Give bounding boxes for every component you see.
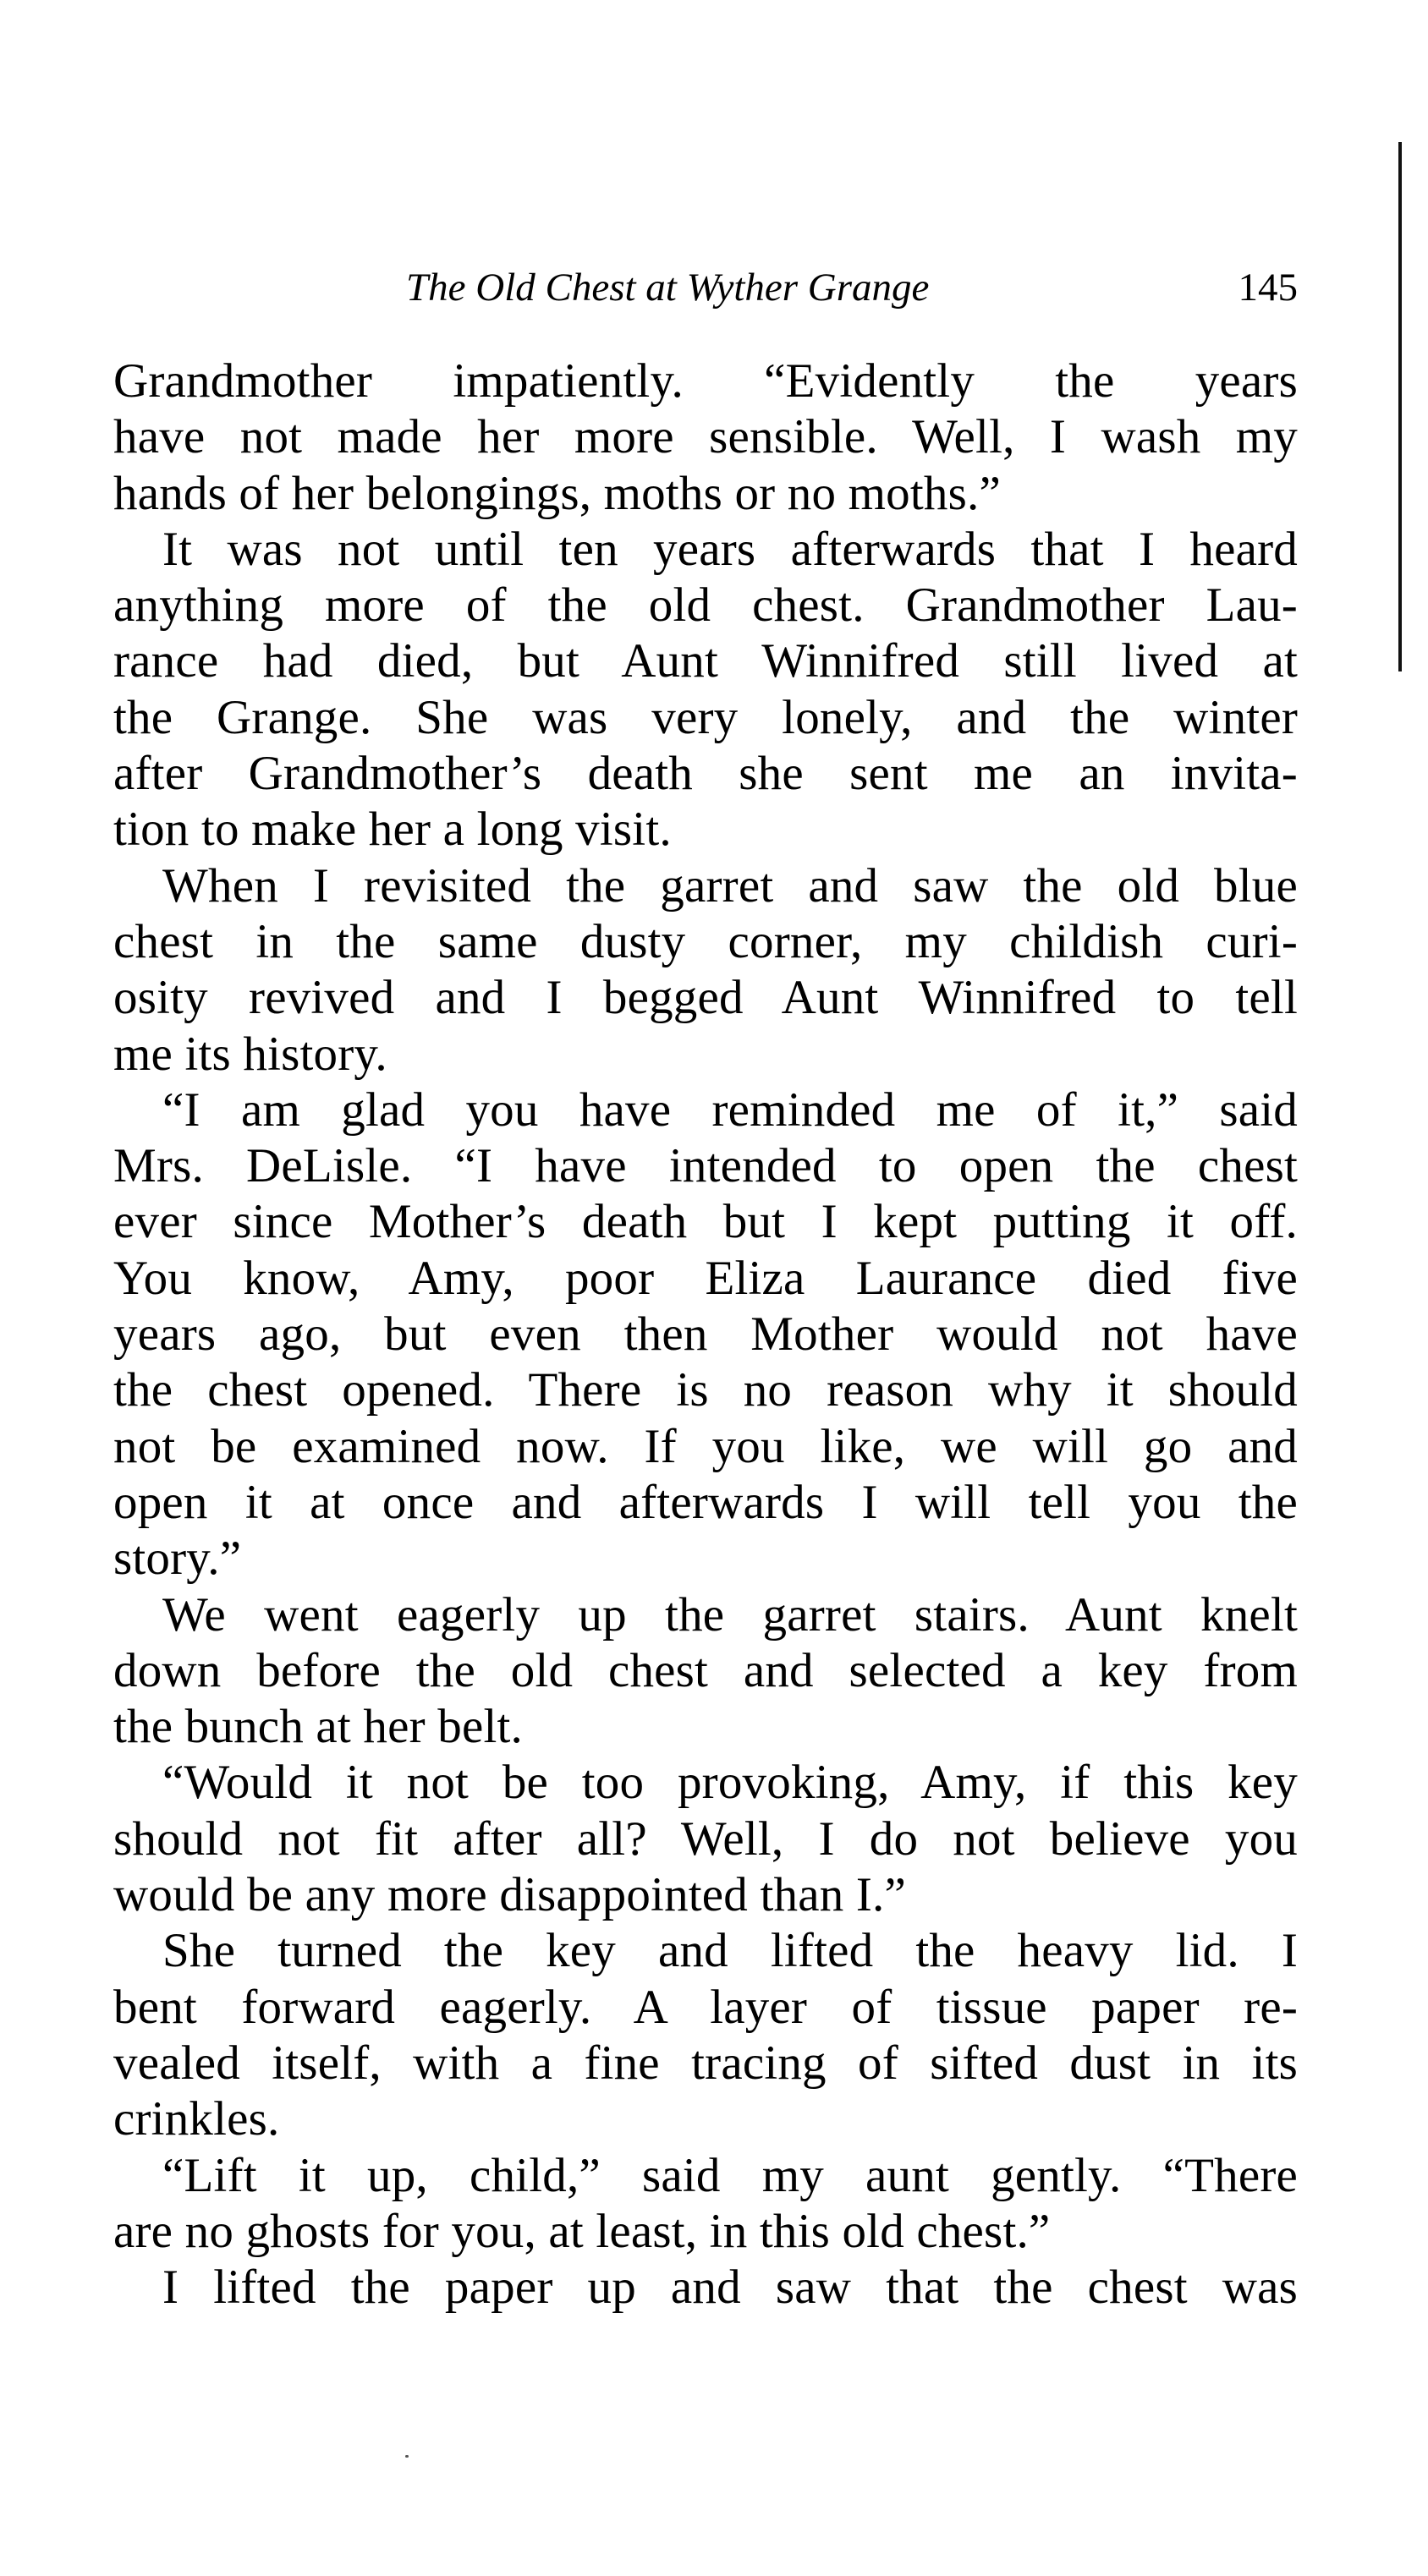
text-line: Grandmother impatiently. “Evidently the years [113, 354, 1298, 408]
text-line: down before the old chest and selected a key from [113, 1643, 1298, 1697]
text-line: bent forward eagerly. A layer of tissue paper re- [113, 1980, 1298, 2034]
text-line: It was not until ten years afterwards that I heard [162, 522, 1298, 576]
text-line: story.” [113, 1532, 242, 1586]
text-line: anything more of the old chest. Grandmother Lau- [113, 578, 1298, 633]
text-line: I lifted the paper up and saw that the chest was [162, 2261, 1298, 2315]
text-line: hands of her belongings, moths or no moths.” [113, 466, 1001, 520]
text-line: after Grandmother’s death she sent me an invita- [113, 747, 1298, 801]
text-line: should not fit after all? Well, I do not believe you [113, 1811, 1298, 1866]
text-line: the chest opened. There is no reason why it should [113, 1363, 1298, 1417]
text-line: would be any more disappointed than I.” [113, 1868, 906, 1922]
text-line: rance had died, but Aunt Winnifred still lived at [113, 634, 1298, 688]
scan-edge-rule [1398, 142, 1402, 671]
text-line: the bunch at her belt. [113, 1700, 523, 1754]
text-line: When I revisited the garret and saw the old blue [162, 858, 1298, 913]
page-number: 145 [1238, 266, 1298, 310]
text-line: open it at once and afterwards I will tell you the [113, 1475, 1298, 1529]
text-line: crinkles. [113, 2092, 280, 2146]
text-line: ever since Mother’s death but I kept putting it off. [113, 1195, 1298, 1249]
text-line: We went eagerly up the garret stairs. Aunt knelt [162, 1587, 1298, 1642]
text-line: tion to make her a long visit. [113, 803, 672, 857]
text-line: not be examined now. If you like, we will go and [113, 1419, 1298, 1473]
body-text [113, 354, 1298, 2316]
text-line: You know, Amy, poor Eliza Laurance died five [113, 1251, 1298, 1305]
text-line: have not made her more sensible. Well, I wash my [113, 410, 1298, 464]
text-line: “Would it not be too provoking, Amy, if this key [162, 1756, 1298, 1810]
text-line: the Grange. She was very lonely, and the winter [113, 690, 1298, 744]
text-line: are no ghosts for you, at least, in this old chest.” [113, 2204, 1051, 2258]
running-head [113, 258, 1298, 317]
text-line: me its history. [113, 1027, 387, 1081]
text-line: chest in the same dusty corner, my childish curi- [113, 914, 1298, 968]
text-line: vealed itself, with a fine tracing of sifted dust in its [113, 2036, 1298, 2090]
text-line: “Lift it up, child,” said my aunt gently. “There [162, 2148, 1298, 2202]
scan-speck [405, 2455, 409, 2458]
text-line: years ago, but even then Mother would not have [113, 1307, 1298, 1362]
running-title: The Old Chest at Wyther Grange [406, 266, 930, 310]
text-line: “I am glad you have reminded me of it,” said [162, 1082, 1298, 1137]
text-line: Mrs. DeLisle. “I have intended to open the chest [113, 1139, 1298, 1193]
text-line: osity revived and I begged Aunt Winnifred to tell [113, 971, 1298, 1025]
text-line: She turned the key and lifted the heavy lid. I [162, 1924, 1298, 1978]
